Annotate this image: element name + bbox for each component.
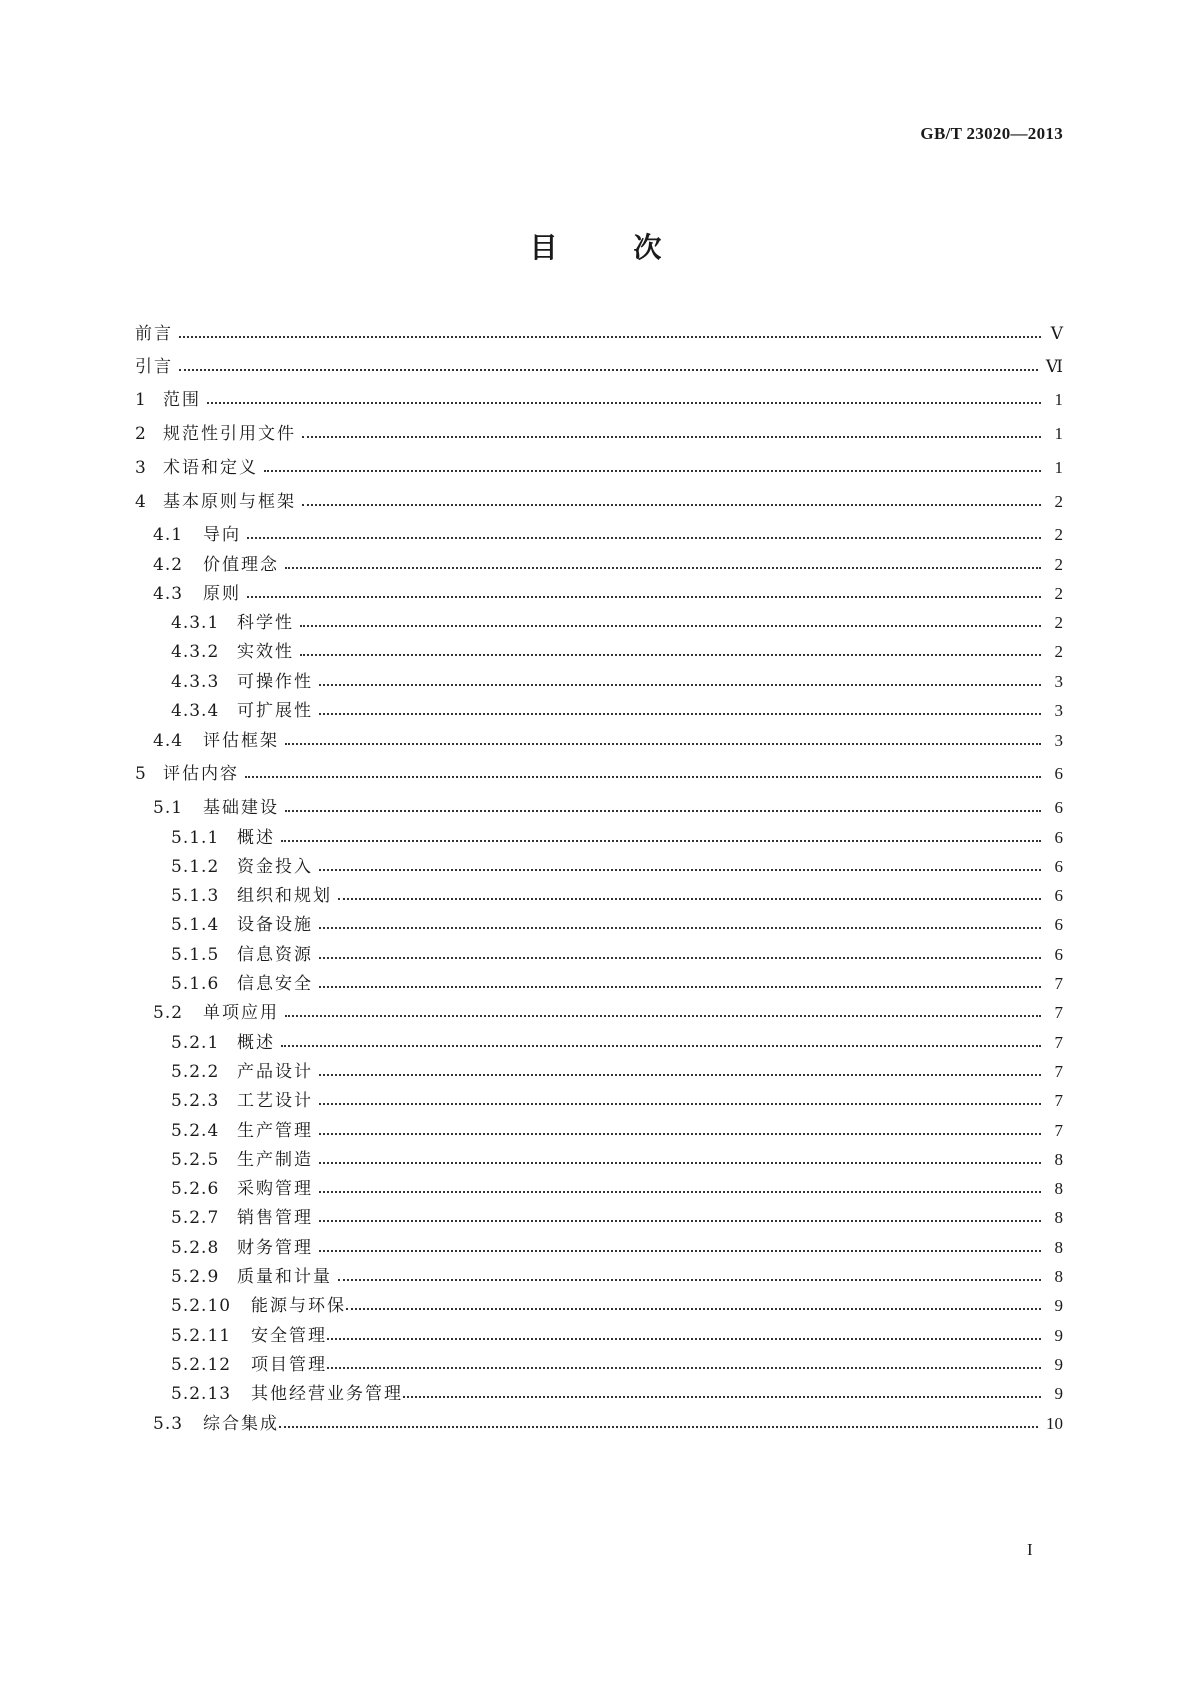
toc-entry-page: 6 [1054,915,1063,934]
toc-entry-title: 综合集成 [203,1414,279,1434]
toc-entry-number: 4.3.3 [171,672,220,692]
toc-entry-title: 设备设施 [237,915,313,935]
toc-entry-title: 基本原则与框架 [163,492,296,512]
toc-entry-title: 其他经营业务管理 [251,1384,403,1404]
toc-entry[interactable] [135,388,1063,412]
toc-dot-leader [264,470,1041,472]
toc-entry-title: 能源与环保 [251,1296,346,1316]
toc-entry-page: 9 [1054,1355,1063,1374]
toc-dot-leader [300,625,1041,627]
toc-dot-leader [247,537,1041,539]
toc-dot-leader [319,1220,1041,1222]
toc-entry-number: 4.1 [153,525,184,545]
toc-entry-page: 7 [1054,974,1063,993]
toc-entry-number: 4.3 [153,584,184,604]
toc-entry[interactable] [153,1412,1063,1436]
toc-entry-title: 评估框架 [203,731,279,751]
toc-entry-title: 生产制造 [237,1150,313,1170]
standard-code: GB/T 23020—2013 [920,124,1063,143]
toc-dot-leader [285,1015,1041,1017]
toc-entry-title: 规范性引用文件 [163,424,296,444]
toc-dot-leader [327,1338,1041,1340]
toc-entry-title: 可操作性 [237,672,313,692]
toc-entry-title: 产品设计 [237,1062,313,1082]
toc-entry-page: Ⅴ [1050,324,1063,343]
toc-dot-leader [338,898,1041,900]
title-char-1: 目 [529,231,558,264]
toc-entry[interactable] [135,456,1063,480]
toc-entry-title: 销售管理 [237,1208,313,1228]
toc-entry-page: 3 [1054,731,1063,750]
toc-dot-leader [319,1103,1041,1105]
toc-entry[interactable] [153,523,1063,547]
toc-entry[interactable] [153,553,1063,577]
toc-dot-leader [300,654,1041,656]
toc-entry-title: 术语和定义 [163,458,258,478]
toc-entry-number: 5.3 [153,1414,184,1434]
toc-entry-title: 价值理念 [203,555,279,575]
toc-dot-leader [207,402,1041,404]
toc-entry[interactable] [171,1265,1063,1289]
toc-entry-title: 引言 [135,357,173,377]
toc-entry-page: 2 [1054,613,1063,632]
toc-entry-page: 6 [1054,798,1063,817]
toc-entry[interactable] [171,1206,1063,1230]
toc-entry[interactable] [171,1119,1063,1143]
toc-entry[interactable] [171,611,1063,635]
toc-dot-leader [327,1367,1041,1369]
toc-entry[interactable] [171,1324,1063,1348]
toc-entry-page: 6 [1054,886,1063,905]
toc-entry-page: 8 [1054,1179,1063,1198]
toc-dot-leader [281,840,1041,842]
toc-entry[interactable] [171,1294,1063,1318]
title-char-2: 次 [633,231,662,264]
toc-entry[interactable] [135,490,1063,514]
toc-entry-title: 单项应用 [203,1003,279,1023]
toc-entry[interactable] [171,1382,1063,1406]
toc-dot-leader [302,504,1041,506]
toc-dot-leader [319,1162,1041,1164]
toc-dot-leader [245,776,1041,778]
toc-entry-number: 5.2.6 [171,1179,220,1199]
toc-entry-page: 1 [1054,424,1063,443]
toc-dot-leader [279,1426,1038,1428]
toc-entry-page: 2 [1054,584,1063,603]
toc-entry-page: 8 [1054,1150,1063,1169]
toc-entry-number: 5.2.2 [171,1062,220,1082]
toc-entry-number: 5.2.11 [171,1326,232,1346]
toc-dot-leader [319,927,1041,929]
toc-entry[interactable] [171,1177,1063,1201]
toc-entry-page: 2 [1054,525,1063,544]
toc-dot-leader [319,1074,1041,1076]
toc-dot-leader [319,869,1041,871]
toc-dot-leader [302,436,1041,438]
toc-entry[interactable] [171,670,1063,694]
toc-entry-number: 4.4 [153,731,184,751]
toc-entry-page: 6 [1054,764,1063,783]
toc-entry-number: 4.2 [153,555,184,575]
toc-dot-leader [285,810,1041,812]
toc-entry-title: 基础建设 [203,798,279,818]
toc-entry-number: 3 [135,458,147,478]
toc-entry[interactable] [171,826,1063,850]
page-number: I [1027,1540,1033,1559]
toc-entry-number: 5.2.12 [171,1355,232,1375]
toc-entry[interactable] [135,422,1063,446]
toc-entry[interactable] [171,1353,1063,1377]
toc-entry-number: 4.3.1 [171,613,220,633]
toc-entry-page: 6 [1054,857,1063,876]
toc-dot-leader [403,1396,1041,1398]
toc-entry-page: 9 [1054,1296,1063,1315]
toc-entry-page: 7 [1054,1091,1063,1110]
toc-entry-number: 5.2.5 [171,1150,220,1170]
toc-entry-page: 6 [1054,945,1063,964]
page-title [0,226,1191,266]
toc-dot-leader [346,1308,1041,1310]
toc-dot-leader [285,567,1041,569]
toc-entry-page: 2 [1054,492,1063,511]
toc-entry-title: 信息资源 [237,945,313,965]
toc-entry[interactable] [171,884,1063,908]
toc-dot-leader [247,596,1041,598]
toc-dot-leader [319,1250,1041,1252]
toc-entry-page: 9 [1054,1384,1063,1403]
toc-dot-leader [281,1045,1041,1047]
toc-entry-title: 项目管理 [251,1355,327,1375]
toc-entry-title: 科学性 [237,613,294,633]
toc-entry-title: 资金投入 [237,857,313,877]
toc-entry-number: 5.2.13 [171,1384,232,1404]
toc-dot-leader [338,1279,1041,1281]
toc-entry-title: 组织和规划 [237,886,332,906]
toc-entry[interactable] [153,796,1063,820]
toc-entry-number: 5.1.1 [171,828,220,848]
toc-entry-number: 5.2.8 [171,1238,220,1258]
toc-entry-number: 5.2.3 [171,1091,220,1111]
toc-entry-number: 5.2 [153,1003,184,1023]
toc-entry-title: 财务管理 [237,1238,313,1258]
toc-entry-title: 生产管理 [237,1121,313,1141]
toc-entry-title: 安全管理 [251,1326,327,1346]
toc-entry[interactable] [171,855,1063,879]
toc-entry-page: 7 [1054,1033,1063,1052]
toc-entry[interactable] [135,322,1063,346]
toc-entry[interactable] [153,729,1063,753]
toc-entry-page: 3 [1054,701,1063,720]
toc-entry-number: 4.3.2 [171,642,220,662]
toc-entry-number: 5.1.4 [171,915,220,935]
toc-entry-page: 8 [1054,1267,1063,1286]
toc-entry-number: 2 [135,424,147,444]
toc-entry[interactable] [171,1060,1063,1084]
toc-dot-leader [285,743,1041,745]
toc-entry-page: 6 [1054,828,1063,847]
toc-dot-leader [319,684,1041,686]
toc-entry[interactable] [171,913,1063,937]
toc-entry-number: 5.2.9 [171,1267,220,1287]
toc-entry-number: 5.1.2 [171,857,220,877]
toc-entry[interactable] [171,699,1063,723]
toc-entry-number: 5.1.3 [171,886,220,906]
toc-entry[interactable] [171,1148,1063,1172]
toc-entry-page: 9 [1054,1326,1063,1345]
toc-dot-leader [319,986,1041,988]
toc-entry-number: 1 [135,390,147,410]
toc-entry-number: 5.1.6 [171,974,220,994]
toc-entry[interactable] [153,1001,1063,1025]
toc-entry-title: 原则 [203,584,241,604]
toc-entry-number: 5.1.5 [171,945,220,965]
toc-entry-number: 4.3.4 [171,701,220,721]
toc-entry-title: 质量和计量 [237,1267,332,1287]
toc-dot-leader [319,1191,1041,1193]
toc-entry[interactable] [135,762,1063,786]
toc-entry[interactable] [171,1031,1063,1055]
toc-entry-page: 1 [1054,390,1063,409]
toc-entry-page: 2 [1054,642,1063,661]
toc-entry-number: 5.2.4 [171,1121,220,1141]
toc-entry-number: 5.2.1 [171,1033,220,1053]
toc-dot-leader [319,1133,1041,1135]
toc-dot-leader [179,336,1041,338]
toc-entry-number: 5.1 [153,798,184,818]
toc-entry[interactable] [171,1236,1063,1260]
toc-entry[interactable] [135,355,1063,379]
toc-entry-page: 10 [1046,1414,1063,1433]
toc-entry-title: 工艺设计 [237,1091,313,1111]
toc-entry-page: 8 [1054,1238,1063,1257]
toc-entry-number: 5 [135,764,147,784]
toc-entry[interactable] [171,1089,1063,1113]
toc-entry[interactable] [171,943,1063,967]
toc-entry-page: Ⅵ [1045,357,1063,376]
toc-entry-title: 概述 [237,1033,275,1053]
toc-dot-leader [319,713,1041,715]
toc-entry-page: 2 [1054,555,1063,574]
toc-entry-number: 5.2.7 [171,1208,220,1228]
toc-dot-leader [179,369,1038,371]
toc-entry-title: 概述 [237,828,275,848]
toc-entry-number: 4 [135,492,147,512]
toc-entry[interactable] [171,640,1063,664]
toc-entry[interactable] [153,582,1063,606]
toc-entry-title: 采购管理 [237,1179,313,1199]
toc-entry-title: 导向 [203,525,241,545]
toc-entry-title: 评估内容 [163,764,239,784]
toc-dot-leader [319,957,1041,959]
toc-entry-title: 可扩展性 [237,701,313,721]
toc-entry[interactable] [171,972,1063,996]
toc-entry-title: 信息安全 [237,974,313,994]
toc-entry-title: 范围 [163,390,201,410]
toc-entry-page: 7 [1054,1062,1063,1081]
toc-entry-title: 前言 [135,324,173,344]
toc-entry-page: 1 [1054,458,1063,477]
toc-entry-page: 7 [1054,1121,1063,1140]
toc-entry-title: 实效性 [237,642,294,662]
toc-entry-page: 8 [1054,1208,1063,1227]
toc-entry-number: 5.2.10 [171,1296,232,1316]
toc-entry-page: 3 [1054,672,1063,691]
toc-entry-page: 7 [1054,1003,1063,1022]
